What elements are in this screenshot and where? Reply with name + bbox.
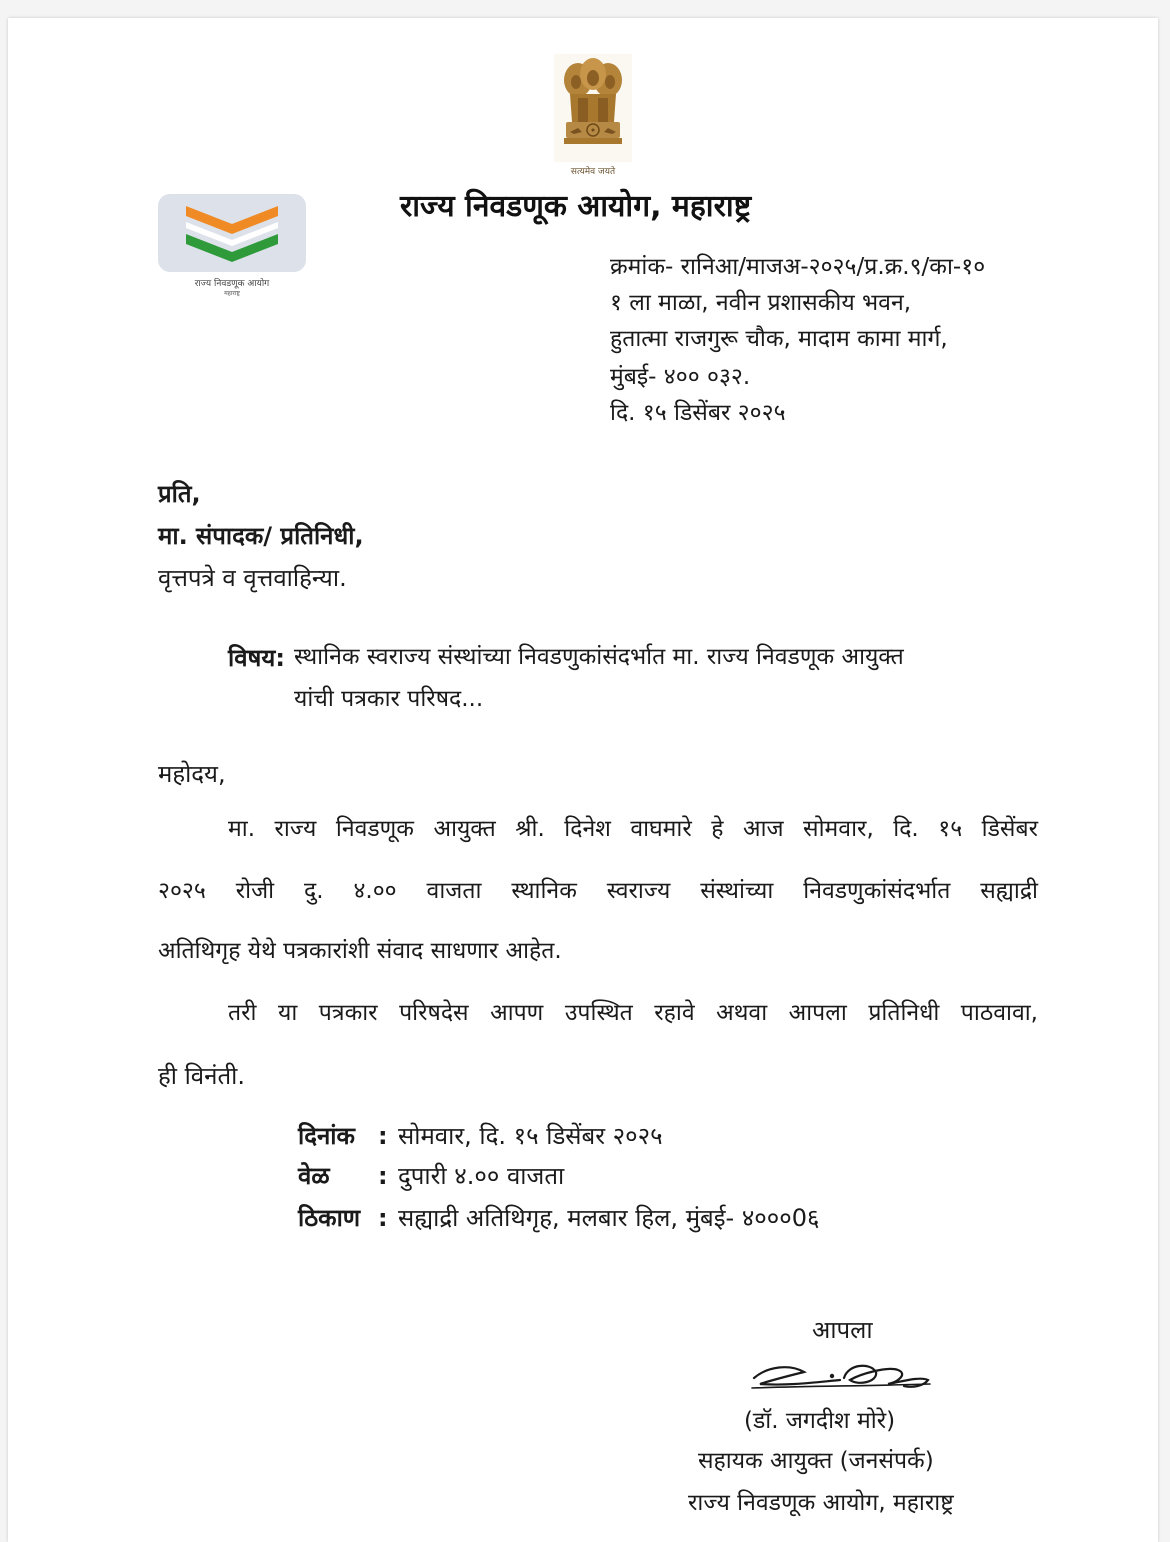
closing: आपला <box>812 1316 873 1344</box>
detail-value-venue: सह्याद्री अतिथिगृह, मलबार हिल, मुंबई- ४०००0६ <box>398 1204 820 1232</box>
subject-line-1: स्थानिक स्वराज्य संस्थांच्या निवडणुकांसंदर्भात मा. राज्य निवडणूक आयुक्त <box>294 644 904 670</box>
detail-label-venue: ठिकाण <box>298 1204 361 1232</box>
body-p1-line-1: मा. राज्य निवडणूक आयुक्त श्री. दिनेश वाघमारे हे आज सोमवार, दि. १५ डिसेंबर <box>228 816 1038 842</box>
signatory-name: (डॉ. जगदीश मोरे) <box>744 1408 896 1434</box>
subject-label: विषय: <box>228 644 285 672</box>
address-line-1: १ ला माळा, नवीन प्रशासकीय भवन, <box>610 290 912 316</box>
detail-sep-date: : <box>378 1122 388 1150</box>
commission-logo-icon <box>158 194 306 272</box>
emblem-motto: सत्यमेव जयते <box>570 167 616 177</box>
letter-date: दि. १५ डिसेंबर २०२५ <box>610 400 786 426</box>
address-line-2: हुतात्मा राजगुरू चौक, मादाम कामा मार्ग, <box>610 326 948 352</box>
detail-value-date: सोमवार, दि. १५ डिसेंबर २०२५ <box>398 1122 663 1150</box>
national-emblem-icon <box>548 52 638 182</box>
body-p2-line-2: ही विनंती. <box>158 1062 245 1090</box>
signatory-designation: सहायक आयुक्त (जनसंपर्क) <box>698 1448 934 1474</box>
logo-subcaption: महाराष्ट्र <box>224 290 240 297</box>
signatory-office: राज्य निवडणूक आयोग, महाराष्ट्र <box>688 1490 954 1516</box>
recipient-line-3: वृत्तपत्रे व वृत्तवाहिन्या. <box>158 564 347 592</box>
detail-sep-time: : <box>378 1162 388 1190</box>
detail-value-time: दुपारी ४.०० वाजता <box>398 1162 565 1190</box>
body-p1-line-2: २०२५ रोजी दु. ४.०० वाजता स्थानिक स्वराज्य संस्थांच्या निवडणुकांसंदर्भात सह्याद्री <box>158 878 1038 904</box>
address-line-3: मुंबई- ४०० ०३२. <box>610 364 751 390</box>
recipient-line-2: मा. संपादक/ प्रतिनिधी, <box>158 522 364 550</box>
body-p1-line-3: अतिथिगृह येथे पत्रकारांशी संवाद साधणार आहेत. <box>158 938 562 964</box>
body-p2-line-1: तरी या पत्रकार परिषदेस आपण उपस्थित रहावे अथवा आपला प्रतिनिधी पाठवावा, <box>228 1000 1038 1026</box>
detail-label-time: वेळ <box>298 1162 330 1190</box>
reference-number: क्रमांक- रानिआ/माजअ-२०२५/प्र.क्र.९/का-१० <box>610 254 986 280</box>
subject-line-2: यांची पत्रकार परिषद... <box>294 686 484 712</box>
detail-label-date: दिनांक <box>298 1122 355 1150</box>
handwritten-signature <box>748 1356 934 1392</box>
detail-sep-venue: : <box>378 1204 388 1232</box>
letter-title: राज्य निवडणूक आयोग, महाराष्ट्र <box>400 189 752 224</box>
salutation: महोदय, <box>158 760 226 788</box>
logo-caption: राज्य निवडणूक आयोग <box>194 279 270 289</box>
recipient-line-1: प्रति, <box>158 480 201 508</box>
